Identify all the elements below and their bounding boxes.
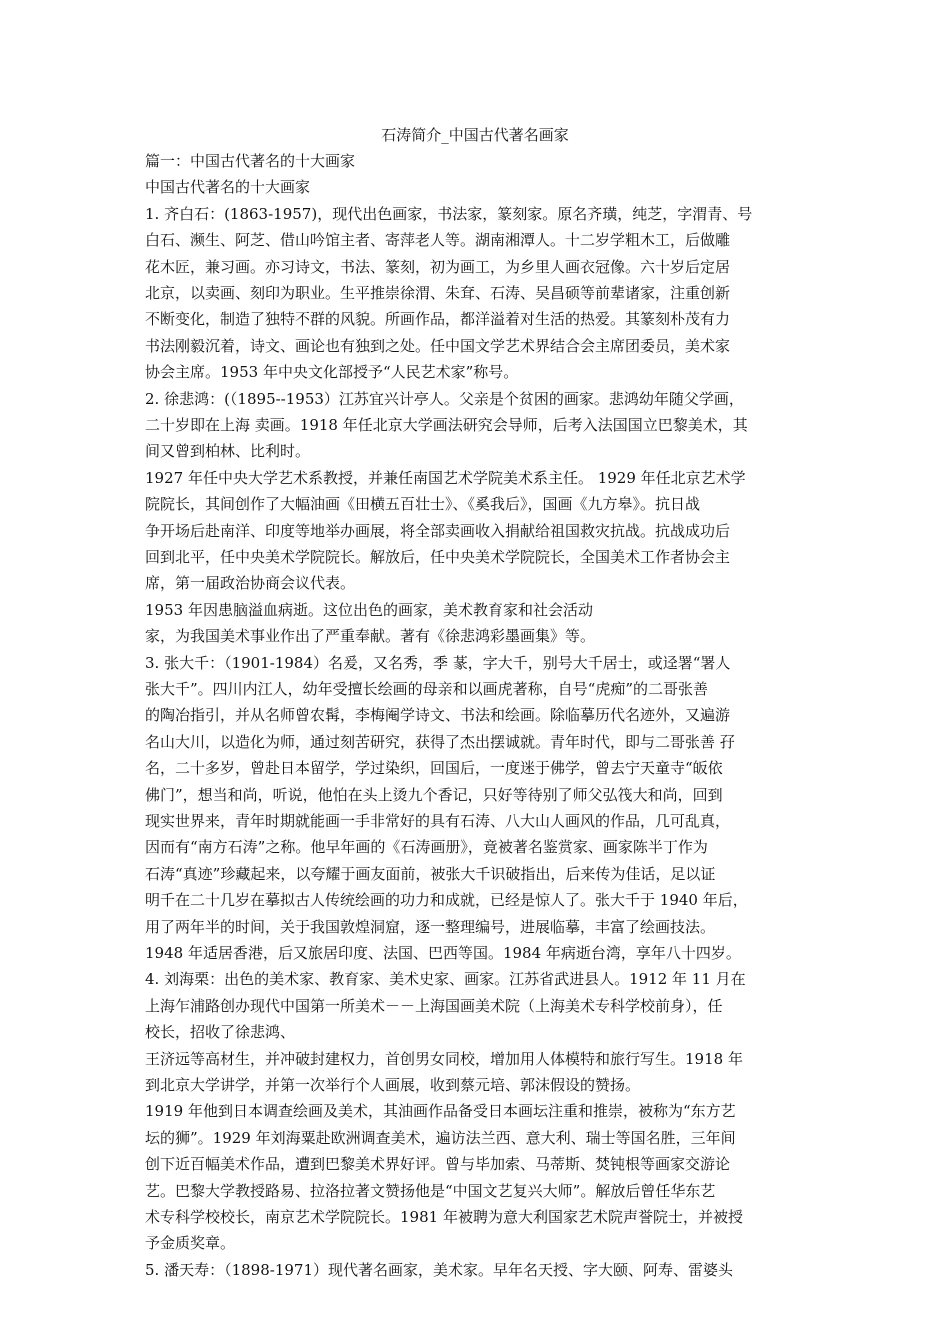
body-text-line: 名，二十多岁，曾赴日本留学，学过染织，回国后，一度迷于佛学，曾去宁天童寺“皈依 [145,759,723,778]
body-text-line: 1919 年他到日本调查绘画及美术，其油画作品备受日本画坛注重和推崇，被称为“东方艺 [145,1102,736,1121]
body-text-line: 书法刚毅沉着，诗文、画论也有独到之处。任中国文学艺术界结合会主席团委员，美术家 [145,336,731,355]
body-text-line: 1927 年任中央大学艺术系教授，并兼任南国艺术学院美术系主任。 1929 年任北京艺术学 [145,468,746,487]
body-text-line: 王济远等高材生，并冲破封建权力，首创男女同校，增加用人体模特和旅行写生。1918 年 [145,1049,743,1068]
body-text-line: 明千在二十几岁在摹拟古人传统绘画的功力和成就，已经是惊人了。张大千于 1940 年后， [145,891,748,910]
body-text-line: 院院长，其间创作了大幅油画《田横五百壮士》、《奚我后》，国画《九方皋》。抗日战 [145,495,701,514]
body-text-line: 因而有“南方石涛”之称。他早年画的《石涛画册》，竟被著名鉴赏家、画家陈半丁作为 [145,838,708,857]
body-text-line: 到北京大学讲学，并第一次举行个人画展，收到蔡元培、郭沫假设的赞扬。 [145,1076,641,1094]
body-text-line: 张大千”。四川内江人，幼年受擅长绘画的母亲和以画虎著称，自号“虎痴”的二哥张善 [145,680,709,698]
body-text-line: 坛的狮”。1929 年刘海粟赴欧洲调查美术，遍访法兰西、意大利、瑞士等国名胜，三年间 [145,1128,736,1147]
body-text-line: 1953 年因患脑溢血病逝。这位出色的画家，美术教育家和社会活动 [145,600,593,619]
body-text-line: 席，第一届政治协商会议代表。 [145,574,356,593]
body-text-line: 1. 齐白石：(1863-1957)，现代出色画家，书法家，篆刻家。原名齐璜，纯芝，字渭青、号 [145,204,753,223]
body-text-line: 协会主席。1953 年中央文化部授予“人民艺术家”称号。 [145,363,519,382]
document-title: 石涛简介_中国古代著名画家 [381,126,569,144]
body-text-line: 回到北平，任中央美术学院院长。解放后，任中央美术学院院长，全国美术工作者协会主 [145,548,731,566]
body-text-line: 校长，招收了徐悲鸿、 [145,1023,296,1042]
body-text-line: 名山大川，以造化为师，通过刻苦研究，获得了杰出摆诚就。青年时代，即与二哥张善 孖 [145,732,735,751]
body-text-line: 北京，以卖画、刻印为职业。生平推崇徐渭、朱耷、石涛、吴昌硕等前辈诸家，注重创新 [145,284,731,302]
body-text-line: 的陶冶指引，并从名师曾农髯，李梅阉学诗文、书法和绘画。除临摹历代名迹外，又遍游 [145,706,731,725]
body-text-line: 予金质奖章。 [145,1234,236,1253]
body-text-line: 用了两年半的时间，关于我国敦煌洞窟，逐一整理编号，进展临摹，丰富了绘画技法。 [145,917,716,936]
body-text-line: 石涛“真迹”珍藏起来，以夸耀于画友面前，被张大千识破指出，后来传为佳话，足以证 [145,864,716,883]
body-text-line: 5. 潘天寿：（1898-1971）现代著名画家，美术家。早年名天授、字大颐、阿寿、雷婆头 [145,1260,733,1279]
body-text-line: 艺。巴黎大学教授路易、拉洛拉著文赞扬他是“中国文艺复兴大师”。解放后曾任华东艺 [145,1181,716,1200]
body-text-line: 白石、濒生、阿芝、借山吟馆主者、寄萍老人等。湖南湘潭人。十二岁学粗木工，后做雕 [145,231,731,250]
body-text-line: 家，为我国美术事业作出了严重奉献。著有《徐悲鸿彩墨画集》等。 [145,627,596,646]
body-text-line: 1948 年适居香港，后又旅居印度、法国、巴西等国。1984 年病逝台湾，享年八十四岁。 [145,944,741,962]
body-text-line: 花木匠，兼习画。亦习诗文，书法、篆刻，初为画工，为乡里人画衣冠像。六十岁后定居 [145,257,731,276]
body-text-line: 上海乍浦路创办现代中国第一所美术－－上海国画美术院（上海美术专科学校前身），任 [145,996,723,1015]
body-text-line: 争开场后赴南洋、印度等地举办画展，将全部卖画收入捐献给祖国救灾抗战。抗战成功后 [145,521,731,540]
body-text-line: 佛门”，想当和尚，听说，他怕在头上烫九个香记，只好等待别了师父弘筏大和尚，回到 [145,785,723,804]
body-text-line: 不断变化，制造了独特不群的风貌。所画作品，都洋溢着对生活的热爱。其篆刻朴茂有力 [145,310,731,329]
body-text-line: 2. 徐悲鸿：(（1895--1953）江苏宜兴计亭人。父亲是个贫困的画家。悲鸿幼年随父学画， [145,389,744,408]
body-text-line: 间又曾到柏林、比利时。 [145,442,311,461]
body-text-line: 3. 张大千：（1901-1984）名爰，又名秀，季 蒃，字大千，别号大千居士，或迳署“署人 [145,653,731,672]
body-text-line: 现实世界来，青年时期就能画一手非常好的具有石涛、八大山人画风的作品，几可乱真， [145,812,731,830]
body-text-line: 中国古代著名的十大画家 [145,178,311,197]
body-text-line: 创下近百幅美术作品，遭到巴黎美术界好评。曾与毕加索、马蒂斯、焚钝根等画家交游论 [145,1155,731,1174]
body-text-line: 篇一：中国古代著名的十大画家 [145,152,356,170]
body-text-line: 4. 刘海栗：出色的美术家、教育家、美术史家、画家。江苏省武进县人。1912 年 11 月在 [145,970,746,989]
body-text-line: 二十岁即在上海 卖画。1918 年任北京大学画法研究会导师，后考入法国国立巴黎美术，其 [145,416,748,434]
body-text-line: 术专科学校校长，南京艺术学院院长。1981 年被聘为意大利国家艺术院声誉院士，并被授 [145,1208,743,1226]
